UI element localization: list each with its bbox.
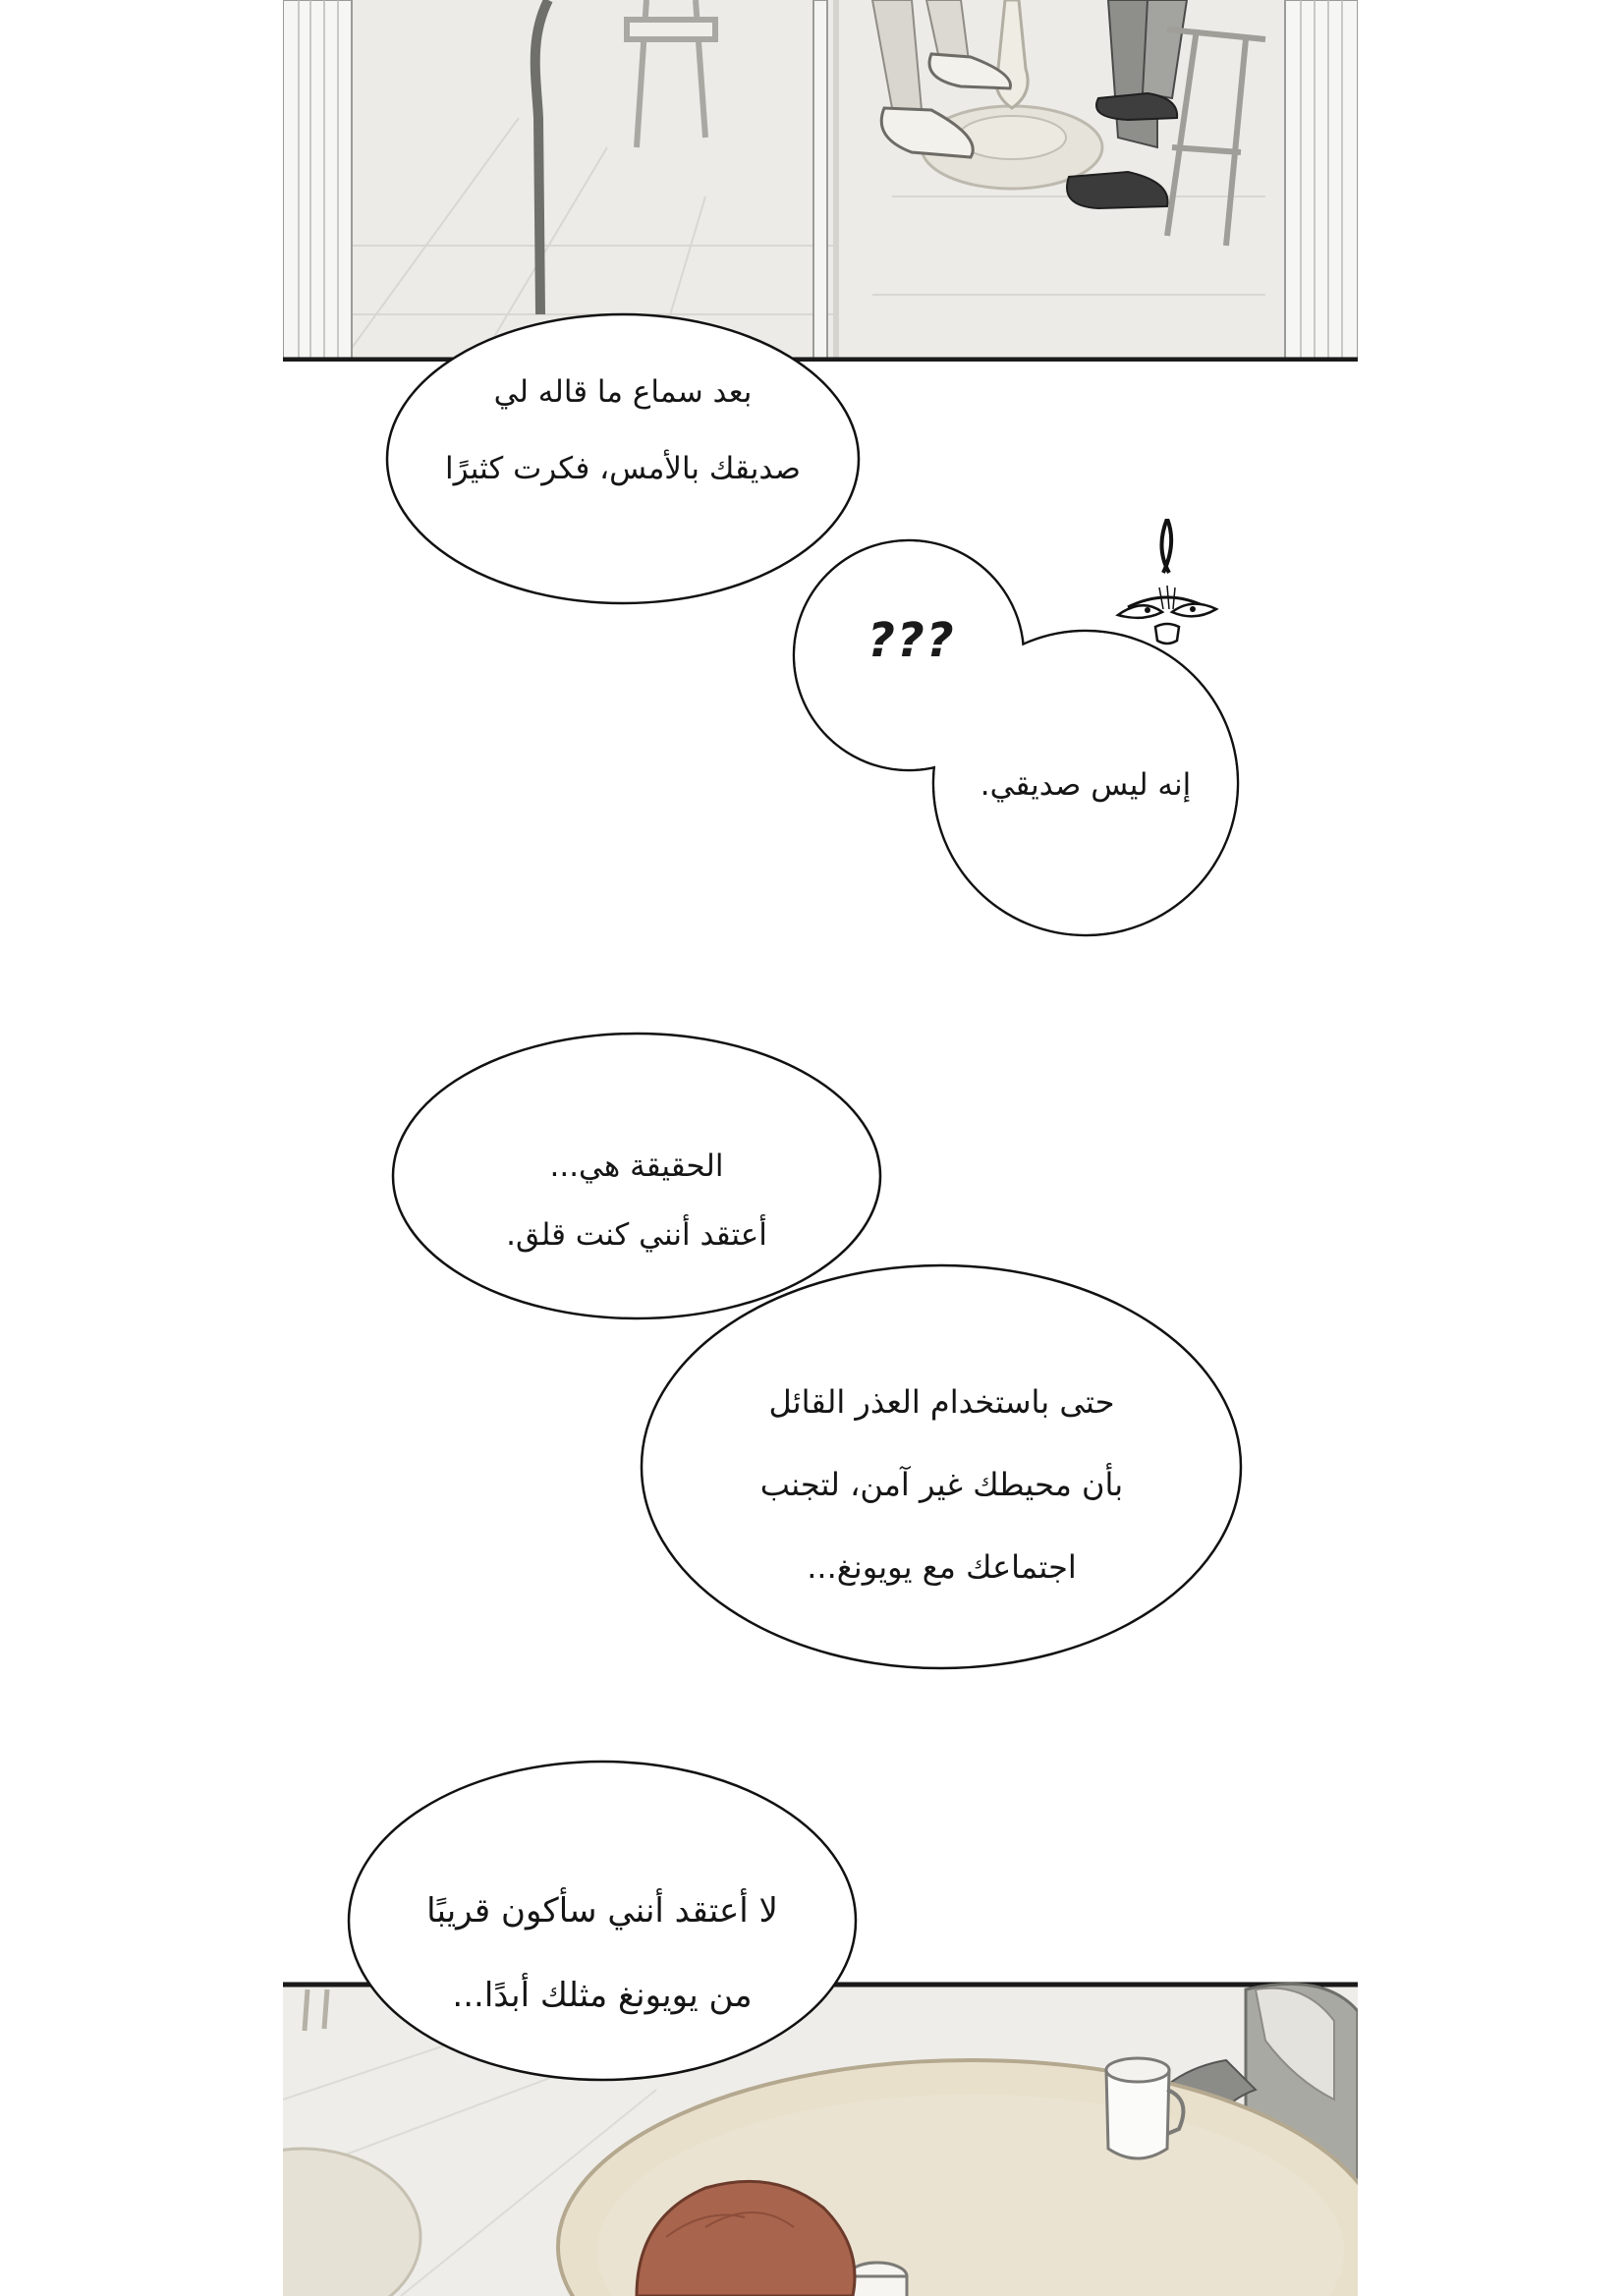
speech-bubble-1 (385, 312, 861, 605)
bubble-2-line-1: إنه ليس صديقي. (980, 767, 1192, 803)
bubble-5-line-2: من يويونغ مثلك أبدًا... (452, 1976, 753, 2015)
speech-bubble-4 (640, 1262, 1244, 1670)
bubble-2-text (938, 763, 1233, 807)
bubble-4-line-2: بأن محيطك غير آمن، لتجنب (759, 1466, 1124, 1503)
panel-cafe-window (283, 0, 1358, 362)
bubble-4-line-3: اجتماعك مع يويونغ... (807, 1548, 1077, 1586)
question-marks: ??? (868, 613, 956, 668)
bubble-4-line-1: حتى باستخدام العذر القائل (768, 1383, 1115, 1421)
bubble-5-text (347, 1869, 858, 2038)
bubble-3-line-2: أعتقد أنني كنت قلق. (506, 1217, 767, 1253)
bubble-5-line-1: لا أعتقد أنني سأكون قريبًا (426, 1891, 778, 1931)
bubble-1-text (385, 354, 861, 507)
cafe-window-art (283, 0, 1358, 362)
bubble-4-text (640, 1361, 1244, 1608)
bubble-1-line-2: صديقك بالأمس، فكرت كثيرًا (445, 451, 801, 486)
chibi-face-icon (1108, 519, 1226, 656)
bubble-3-text (391, 1132, 882, 1269)
speech-bubble-5 (347, 1759, 858, 2083)
bubble-1-line-1: بعد سماع ما قاله لي (493, 374, 753, 410)
bubble-3-line-1: الحقيقة هي... (549, 1148, 724, 1184)
